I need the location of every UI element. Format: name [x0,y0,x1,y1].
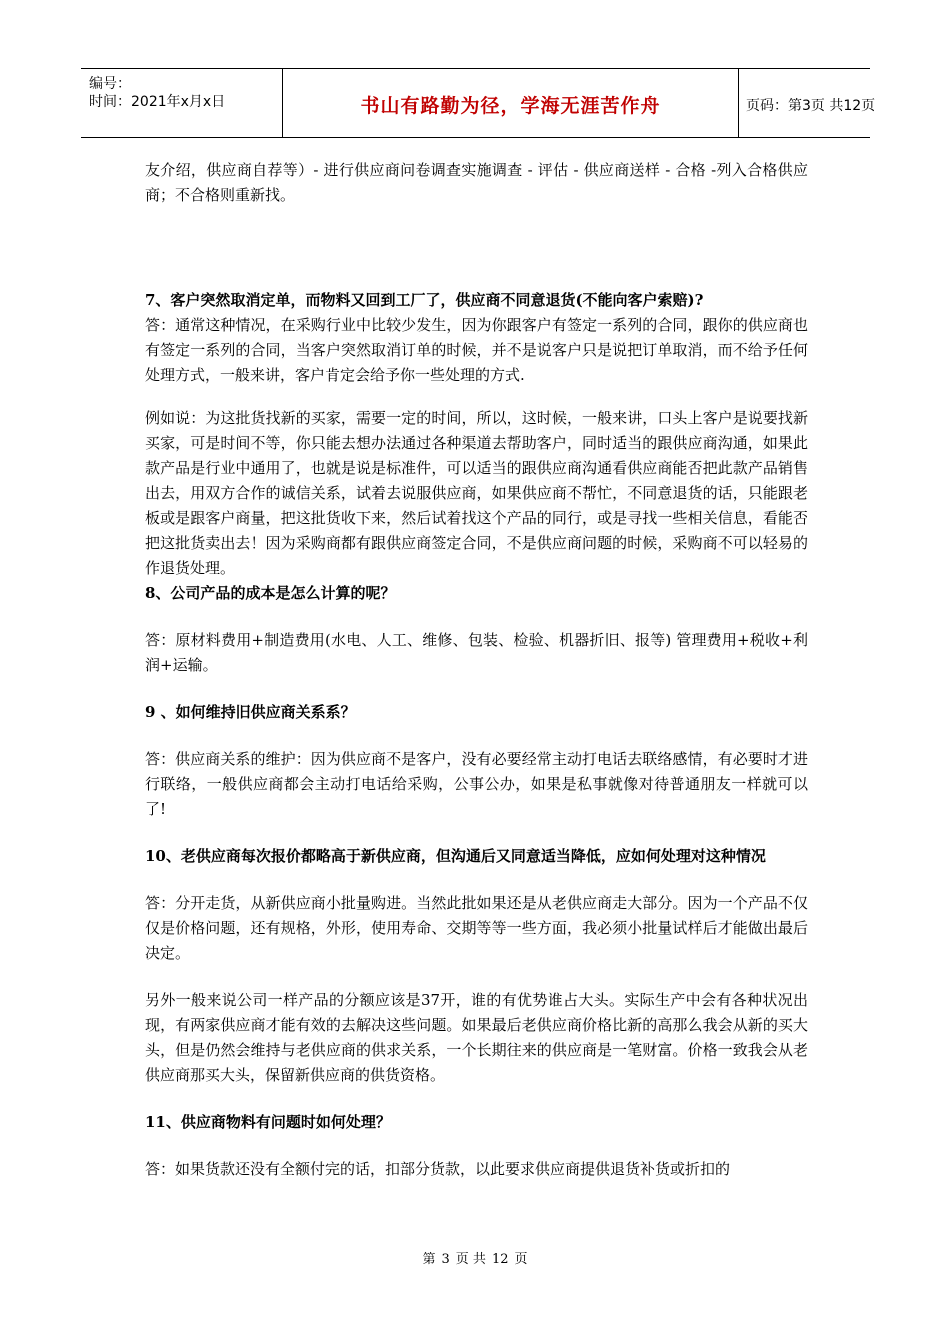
doc-date-label: 时间：2021年x月x日 [89,94,226,110]
question-7-title: 7、客户突然取消定单，而物料又回到工厂了，供应商不同意退货(不能向客户索赔)? [145,291,704,309]
doc-number-label: 编号： [89,76,131,92]
header-motto-cell [282,69,739,137]
footer-page-number: 3 [441,1252,450,1267]
question-8-title: 8、公司产品的成本是怎么计算的呢？ [145,584,396,602]
header-motto: 书山有路勤为径，学海无涯苦作舟 [360,95,661,117]
document-body [145,158,808,1182]
header-page-info: 页码：第3页 共12页 [746,98,876,114]
header-meta-cell [81,69,281,137]
footer-suffix: 页 [514,1252,528,1267]
question-8-answer: 答：原材料费用+制造费用(水电、人工、维修、包装、检验、机器折旧、报等) 管理费用+税收+利润+运输。 [145,631,808,674]
page-header [81,68,876,138]
footer-total-pages: 12 [491,1252,509,1267]
question-7-answer-1: 答：通常这种情况，在采购行业中比较少发生，因为你跟客户有签定一系列的合同，跟你的供应商也有签定一系列的合同，当客户突然取消订单的时候，并不是说客户只是说把订单取消，而不给予任何处理方式，一般来讲，客户肯定会给予你一些处理的方式. [145,316,808,384]
question-11-title: 11、供应商物料有问题时如何处理？ [145,1113,391,1131]
question-11-answer: 答：如果货款还没有全额付完的话，扣部分货款，以此要求供应商提供退货补货或折扣的 [145,1160,731,1178]
question-9-title: 9 、如何维持旧供应商关系系？ [145,703,356,721]
question-10-title: 10、老供应商每次报价都略高于新供应商，但沟通后又同意适当降低，应如何处理对这种情况 [145,847,766,865]
question-7-answer-2: 例如说：为这批货找新的买家，需要一定的时间，所以，这时候，一般来讲，口头上客户是说要找新买家，可是时间不等，你只能去想办法通过各种渠道去帮助客户，同时适当的跟供应商沟通，如果此款产品是行业中通用了，也就是说是标准件，可以适当的跟供应商沟通看供应商能否把此款产品销售出去，用双方合作的诚信关系，试着去说服供应商，如果供应商不帮忙，不同意退货的话，只能跟老板或是跟客户商量，把这批货收下来，然后试着找这个产品的同行，或是寻找一些相关信息，看能否把这批货卖出去！因为采购商都有跟供应商签定合同，不是供应商问题的时候，采购商不可以轻易的作退货处理。 [145,409,808,577]
question-10-answer-1: 答：分开走货，从新供应商小批量购进。当然此批如果还是从老供应商走大部分。因为一个产品不仅仅是价格问题，还有规格，外形，使用寿命、交期等等一些方面，我必须小批量试样后才能做出最后决定。 [145,894,808,962]
question-9-answer: 答：供应商关系的维护：因为供应商不是客户，没有必要经常主动打电话去联络感情，有必要时才进行联络，一般供应商都会主动打电话给采购，公事公办，如果是私事就像对待普通朋友一样就可以了! [145,750,808,818]
footer-mid: 页 共 [455,1252,486,1267]
question-10-answer-2: 另外一般来说公司一样产品的分额应该是37开，谁的有优势谁占大头。实际生产中会有各种状况出现，有两家供应商才能有效的去解决这些问题。如果最后老供应商价格比新的高那么我会从新的买大头，但是仍然会维持与老供应商的供求关系，一个长期往来的供应商是一笔财富。价格一致我会从老供应商那买大头，保留新供应商的供货资格。 [145,991,808,1084]
intro-paragraph: 友介绍，供应商自荐等）- 进行供应商问卷调查实施调查 - 评估 - 供应商送样 - 合格 -列入合格供应商；不合格则重新找。 [145,161,808,204]
page-footer [0,1248,950,1267]
header-page-cell [738,69,876,137]
footer-prefix: 第 [422,1252,436,1267]
